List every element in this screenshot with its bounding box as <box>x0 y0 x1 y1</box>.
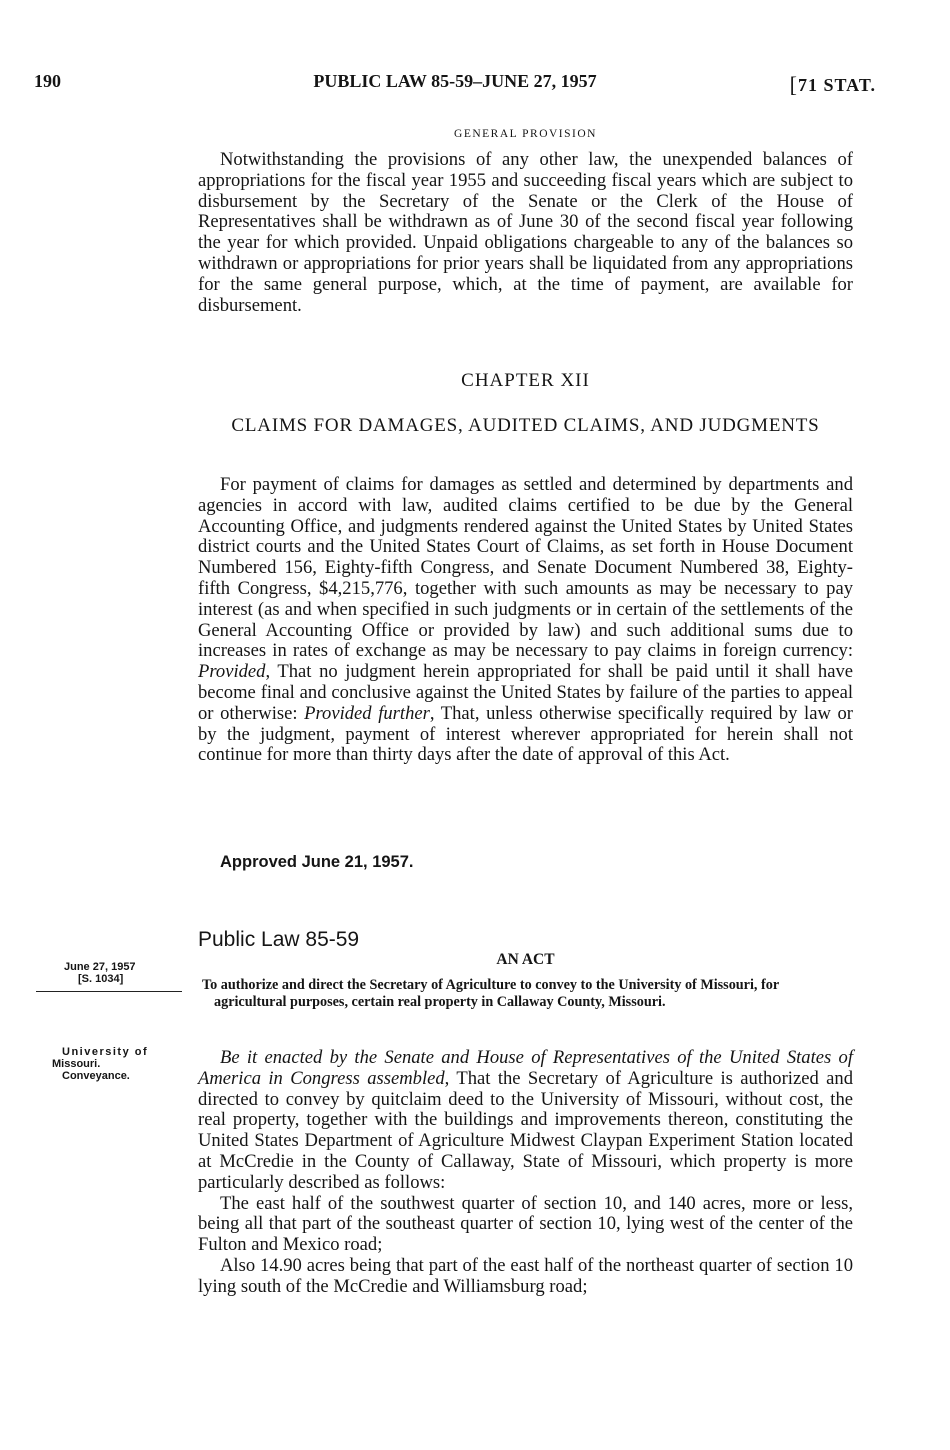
claims-text-1: For payment of claims for damages as settled and determined by departments and agencies in accord with law, audited claims certified to be due by the General Accounting Office, and judgments rendered against the United States by United States district courts and the United States Court of Claims, as set forth in House Document Numbered 156, Eighty-fifth Congress, and Senate Document Numbered 38, Eighty-fifth Congress, $4,215,776, together with such amounts as may be necessary to pay interest (as and when specified in such judgments or in certain of the settlements of the General Accounting Office or provided by law) and such additional sums due to increases in rates of exchange as may be necessary to pay claims in foreign currency: <box>198 474 853 662</box>
margin-subject-line-1: University of <box>62 1046 149 1058</box>
claims-text-3: , That, unless otherwise specifically required by law or by the judgment, payment of interest wherever appropriated for herein shall not continue for more than thirty days after the date of approval of this Act. <box>198 702 853 766</box>
claims-text-2: , That no judgment herein appropriated for shall be paid until it shall have become final and conclusive against the United States by failure of the parties to appeal or otherwise: <box>198 661 853 724</box>
claims-appropriation <box>198 475 853 766</box>
general-provision-body <box>198 150 853 316</box>
page-header <box>34 71 876 101</box>
page-number: 190 <box>34 71 61 91</box>
approval-block <box>198 853 853 872</box>
general-provision-section <box>198 128 853 140</box>
approval-date: Approved June 21, 1957. <box>220 853 414 871</box>
margin-note-date <box>64 961 136 985</box>
statute-reference <box>790 71 876 97</box>
act-purpose: To authorize and direct the Secretary of Agriculture to convey to the University of Missouri, for agricultural purposes, certain real property in Callaway County, Missouri. <box>202 977 779 1010</box>
general-provision-text: Notwithstanding the provisions of any other law, the unexpended balances of appropriations for the fiscal year 1955 and succeeding fiscal years which are subject to disbursement by the Secretary of the Senate or the Clerk of the House of Representatives shall be withdrawn as of June 30 of the second fiscal year following the year for which provided. Unpaid obligations chargeable to any of the balances so withdrawn or appropriations for prior years shall be liquidated from any appropriations for the same general purpose, which, at the time of payment, are available for disbursement. <box>198 149 853 316</box>
bracket-glyph: [ <box>789 72 798 97</box>
margin-subject-line-3: Conveyance. <box>62 1070 130 1082</box>
public-law-title: Public Law 85-59 <box>198 928 360 951</box>
property-description-2: Also 14.90 acres being that part of the east half of the northeast quarter of section 10 lying south of the McCredie and Williamsburg road; <box>198 1254 853 1297</box>
act-purpose-block <box>202 977 852 1011</box>
margin-subject-line-2: Missouri. <box>52 1058 101 1070</box>
enacting-clause: Be it enacted by the Senate and House of Representatives of the United States of America in Congress assembled <box>198 1047 853 1089</box>
act-heading: AN ACT <box>496 951 555 968</box>
chapter-heading <box>198 370 853 392</box>
proviso-2: Provided further <box>304 702 430 724</box>
proviso-1: Provided <box>198 661 266 683</box>
margin-bill-number: [S. 1034] <box>78 973 124 985</box>
chapter-title: CHAPTER XII <box>461 370 590 391</box>
section-heading: GENERAL PROVISION <box>454 128 597 140</box>
public-law-title-block <box>198 928 853 952</box>
margin-date: June 27, 1957 <box>64 961 136 973</box>
statute-reference-text: 71 STAT. <box>797 75 876 95</box>
claims-paragraph <box>198 475 853 766</box>
enacting-paragraph <box>198 1048 853 1194</box>
property-description-1: The east half of the southwest quarter of section 10, and 140 acres, more or less, being all that part of the southeast quarter of section 10, lying west of the center of the Fulton and Mexico road; <box>198 1192 853 1256</box>
enacting-text: , That the Secretary of Agriculture is authorized and directed to convey by quitclaim deed to the University of Missouri, without cost, the real property, together with the buildings and improvements thereon, constituting the United States Department of Agriculture Midwest Claypan Experiment Station located at McCredie in the County of Callaway, State of Missouri, which property is more particularly described as follows: <box>198 1067 853 1193</box>
act-heading-block <box>198 951 853 969</box>
act-body <box>198 1048 853 1298</box>
margin-note-subject <box>52 1046 148 1082</box>
chapter-subtitle-block <box>218 414 833 438</box>
chapter-subtitle: CLAIMS FOR DAMAGES, AUDITED CLAIMS, AND JUDGMENTS <box>231 415 820 436</box>
margin-divider <box>36 991 182 992</box>
running-title: PUBLIC LAW 85-59–JUNE 27, 1957 <box>313 71 597 91</box>
